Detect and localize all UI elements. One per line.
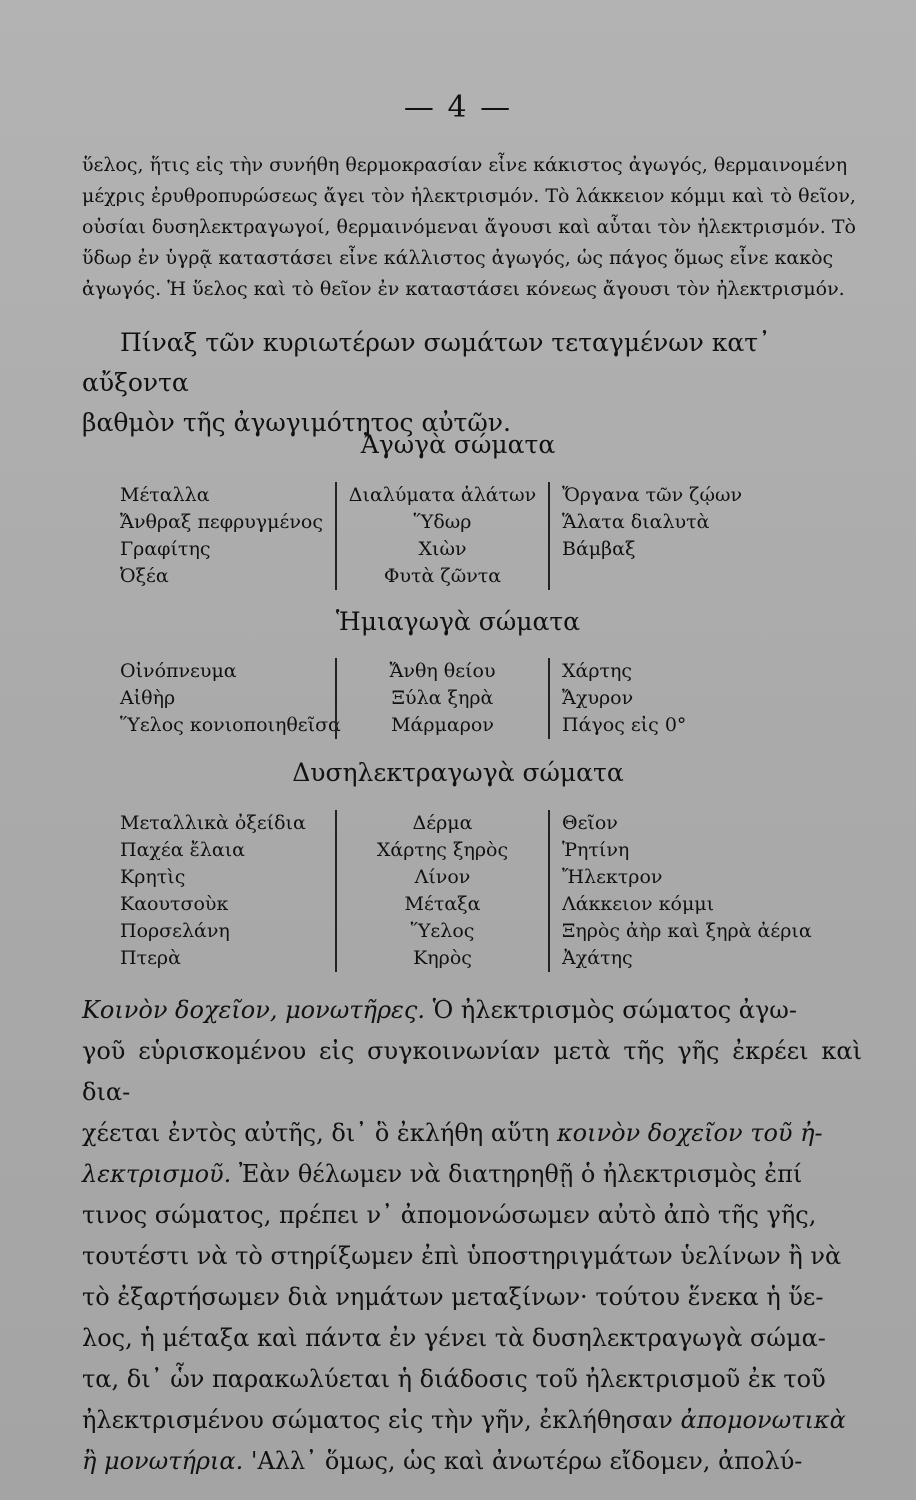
column-2 <box>335 482 550 590</box>
table-cell: Φυτὰ ζῶντα <box>383 565 502 587</box>
intro-line: οὐσίαι δυσηλεκτραγωγοί, θερμαινόμεναι ἄγουσι καὶ αὗται τὸν ἠλεκτρισμόν. Τὸ <box>82 216 856 238</box>
table-title <box>82 323 872 443</box>
table-title-line: Πίναξ τῶν κυριωτέρων σωμάτων τεταγμένων κατ᾽ αὔξοντα <box>82 328 771 397</box>
body-text: χέεται ἐντὸς αὐτῆς, δι᾽ ὃ ἐκλήθη αὕτη <box>82 1119 550 1147</box>
table-cell: Ξηρὸς ἀὴρ καὶ ξηρὰ ἀέρια <box>562 920 812 942</box>
table-cell: Ἄχυρον <box>562 687 634 709</box>
table-cell: Ἄνθη θείου <box>389 660 496 682</box>
table-cell: Ξύλα ξηρὰ <box>391 687 494 709</box>
column-3 <box>550 658 858 739</box>
group-heading-insulators: Δυσηλεκτραγωγὰ σώματα <box>292 758 624 787</box>
table-cell: Μέταλλα <box>120 484 210 506</box>
table-cell: Ἤλεκτρον <box>562 866 663 888</box>
body-line: τα, δι᾽ ὧν παρακωλύεται ἡ διάδοσις τοῦ ἠλεκτρισμοῦ ἐκ τοῦ <box>82 1365 826 1393</box>
column-1 <box>120 810 335 972</box>
table-cell: Κρητὶς <box>120 866 186 888</box>
table-cell: Οἰνόπνευμα <box>120 660 237 682</box>
column-1 <box>120 482 335 590</box>
body-text: ἠλεκτρισμένου σώματος εἰς τὴν γῆν, ἐκλήθησαν <box>82 1406 673 1434</box>
table-cell: Πτερὰ <box>120 947 181 969</box>
column-3 <box>550 482 858 590</box>
table-title-line: βαθμὸν τῆς ἀγωγιμότητος αὐτῶν. <box>82 408 511 437</box>
body-line: τουτέστι νὰ τὸ στηρίξωμεν ἐπὶ ὑποστηριγμάτων ὑελίνων ἢ νὰ <box>82 1242 842 1270</box>
body-line <box>82 1441 862 1482</box>
intro-line: μέχρις ἐρυθροπυρώσεως ἄγει τὸν ἠλεκτρισμόν. Τὸ λάκκειον κόμμι καὶ τὸ θεῖον, <box>82 185 856 207</box>
table-cell: Πάγος εἰς 0° <box>562 714 687 736</box>
body-text: 'Αλλ᾽ ὅμως, ὡς καὶ ἀνωτέρω εἴδομεν, ἀπολύ- <box>250 1447 803 1475</box>
column-2 <box>335 810 550 972</box>
body-line: λος, ἡ μέταξα καὶ πάντα ἐν γένει τὰ δυσηλεκτραγωγὰ σώμα- <box>82 1324 826 1352</box>
table-cell: Λίνον <box>414 866 471 888</box>
table-cell: Παχέα ἔλαια <box>120 839 245 861</box>
group-table-conductors <box>120 482 860 590</box>
body-italic-term: ἀπομονωτικὰ <box>680 1406 846 1434</box>
table-cell: Μεταλλικὰ ὀξείδια <box>120 812 306 834</box>
table-cell: Μέταξα <box>404 893 481 915</box>
table-cell: Πορσελάνη <box>120 920 230 942</box>
body-paragraph <box>82 990 862 1482</box>
body-text: Ἐὰν θέλωμεν νὰ διατηρηθῇ ὁ ἠλεκτρισμὸς ἐπί <box>238 1160 803 1188</box>
body-line: γοῦ εὑρισκομένου εἰς συγκοινωνίαν μετὰ τῆς γῆς ἐκρέει καὶ δια- <box>82 1037 862 1106</box>
body-line <box>82 1113 862 1154</box>
group-table-insulators <box>120 810 860 972</box>
column-2 <box>335 658 550 739</box>
table-cell: Χάρτης ξηρὸς <box>376 839 509 861</box>
intro-line: ὕελος, ἥτις εἰς τὴν συνήθη θερμοκρασίαν εἶνε κάκιστος ἀγωγός, θερμαινομένη <box>82 154 848 176</box>
body-line <box>82 990 862 1031</box>
table-cell: Ὕελος κονιοποιηθεῖσα <box>120 714 341 736</box>
body-text: Ὁ ἠλεκτρισμὸς σώματος ἀγω- <box>425 996 797 1024</box>
table-cell: Θεῖον <box>562 812 618 834</box>
page-number: — 4 — <box>403 90 513 125</box>
group-heading-semiconductors: Ἡμιαγωγὰ σώματα <box>335 607 581 636</box>
column-1 <box>120 658 341 739</box>
table-cell: Γραφίτης <box>120 538 211 560</box>
table-cell: Αἰθὴρ <box>120 687 176 709</box>
table-cell: Ὀξέα <box>120 565 169 587</box>
column-3 <box>550 810 858 972</box>
body-line <box>82 1400 862 1441</box>
body-line <box>82 1154 862 1195</box>
table-cell: Διαλύματα ἁλάτων <box>348 484 537 506</box>
table-cell: Κηρὸς <box>413 947 472 969</box>
intro-line: ὕδωρ ἐν ὑγρᾷ καταστάσει εἶνε κάλλιστος ἀγωγός, ὡς πάγος ὅμως εἶνε κακὸς <box>82 247 834 269</box>
table-cell: Βάμβαξ <box>562 538 636 560</box>
section-heading: Κοινὸν δοχεῖον, μονωτῆρες. <box>82 996 425 1024</box>
table-cell: Ἀχάτης <box>562 947 633 969</box>
body-italic-term: κοινὸν δοχεῖον τοῦ ἠ- <box>556 1119 823 1147</box>
group-heading-conductors: Ἀγωγὰ σώματα <box>360 430 556 459</box>
table-cell: Ὕδωρ <box>413 511 472 533</box>
intro-paragraph <box>82 150 872 305</box>
table-cell: Δέρμα <box>412 812 473 834</box>
body-italic-term: λεκτρισμοῦ. <box>82 1160 232 1188</box>
body-line: τινος σώματος, πρέπει ν᾽ ἀπομονώσωμεν αὐτὸ ἀπὸ τῆς γῆς, <box>82 1201 817 1229</box>
body-line: τὸ ἐξαρτήσωμεν διὰ νημάτων μεταξίνων· τούτου ἕνεκα ἡ ὕε- <box>82 1283 824 1311</box>
table-cell: Χιὼν <box>418 538 467 560</box>
table-cell: Ἅλατα διαλυτὰ <box>562 511 710 533</box>
table-cell: Ὄργανα τῶν ζῴων <box>562 484 743 506</box>
table-cell: Μάρμαρον <box>391 714 494 736</box>
body-italic-term: ἢ μονωτήρια. <box>82 1447 244 1475</box>
group-table-semiconductors <box>120 658 860 739</box>
table-cell: Ἄνθραξ πεφρυγμένος <box>120 511 323 533</box>
intro-line: ἀγωγός. Ἡ ὕελος καὶ τὸ θεῖον ἐν καταστάσει κόνεως ἄγουσι τὸν ἠλεκτρισμόν. <box>82 278 845 300</box>
table-cell: Λάκκειον κόμμι <box>562 893 715 915</box>
table-cell: Ὕελος <box>410 920 475 942</box>
table-cell: Χάρτης <box>562 660 633 682</box>
table-cell: Ῥητίνη <box>562 839 630 861</box>
table-cell: Καουτσοὺκ <box>120 893 229 915</box>
